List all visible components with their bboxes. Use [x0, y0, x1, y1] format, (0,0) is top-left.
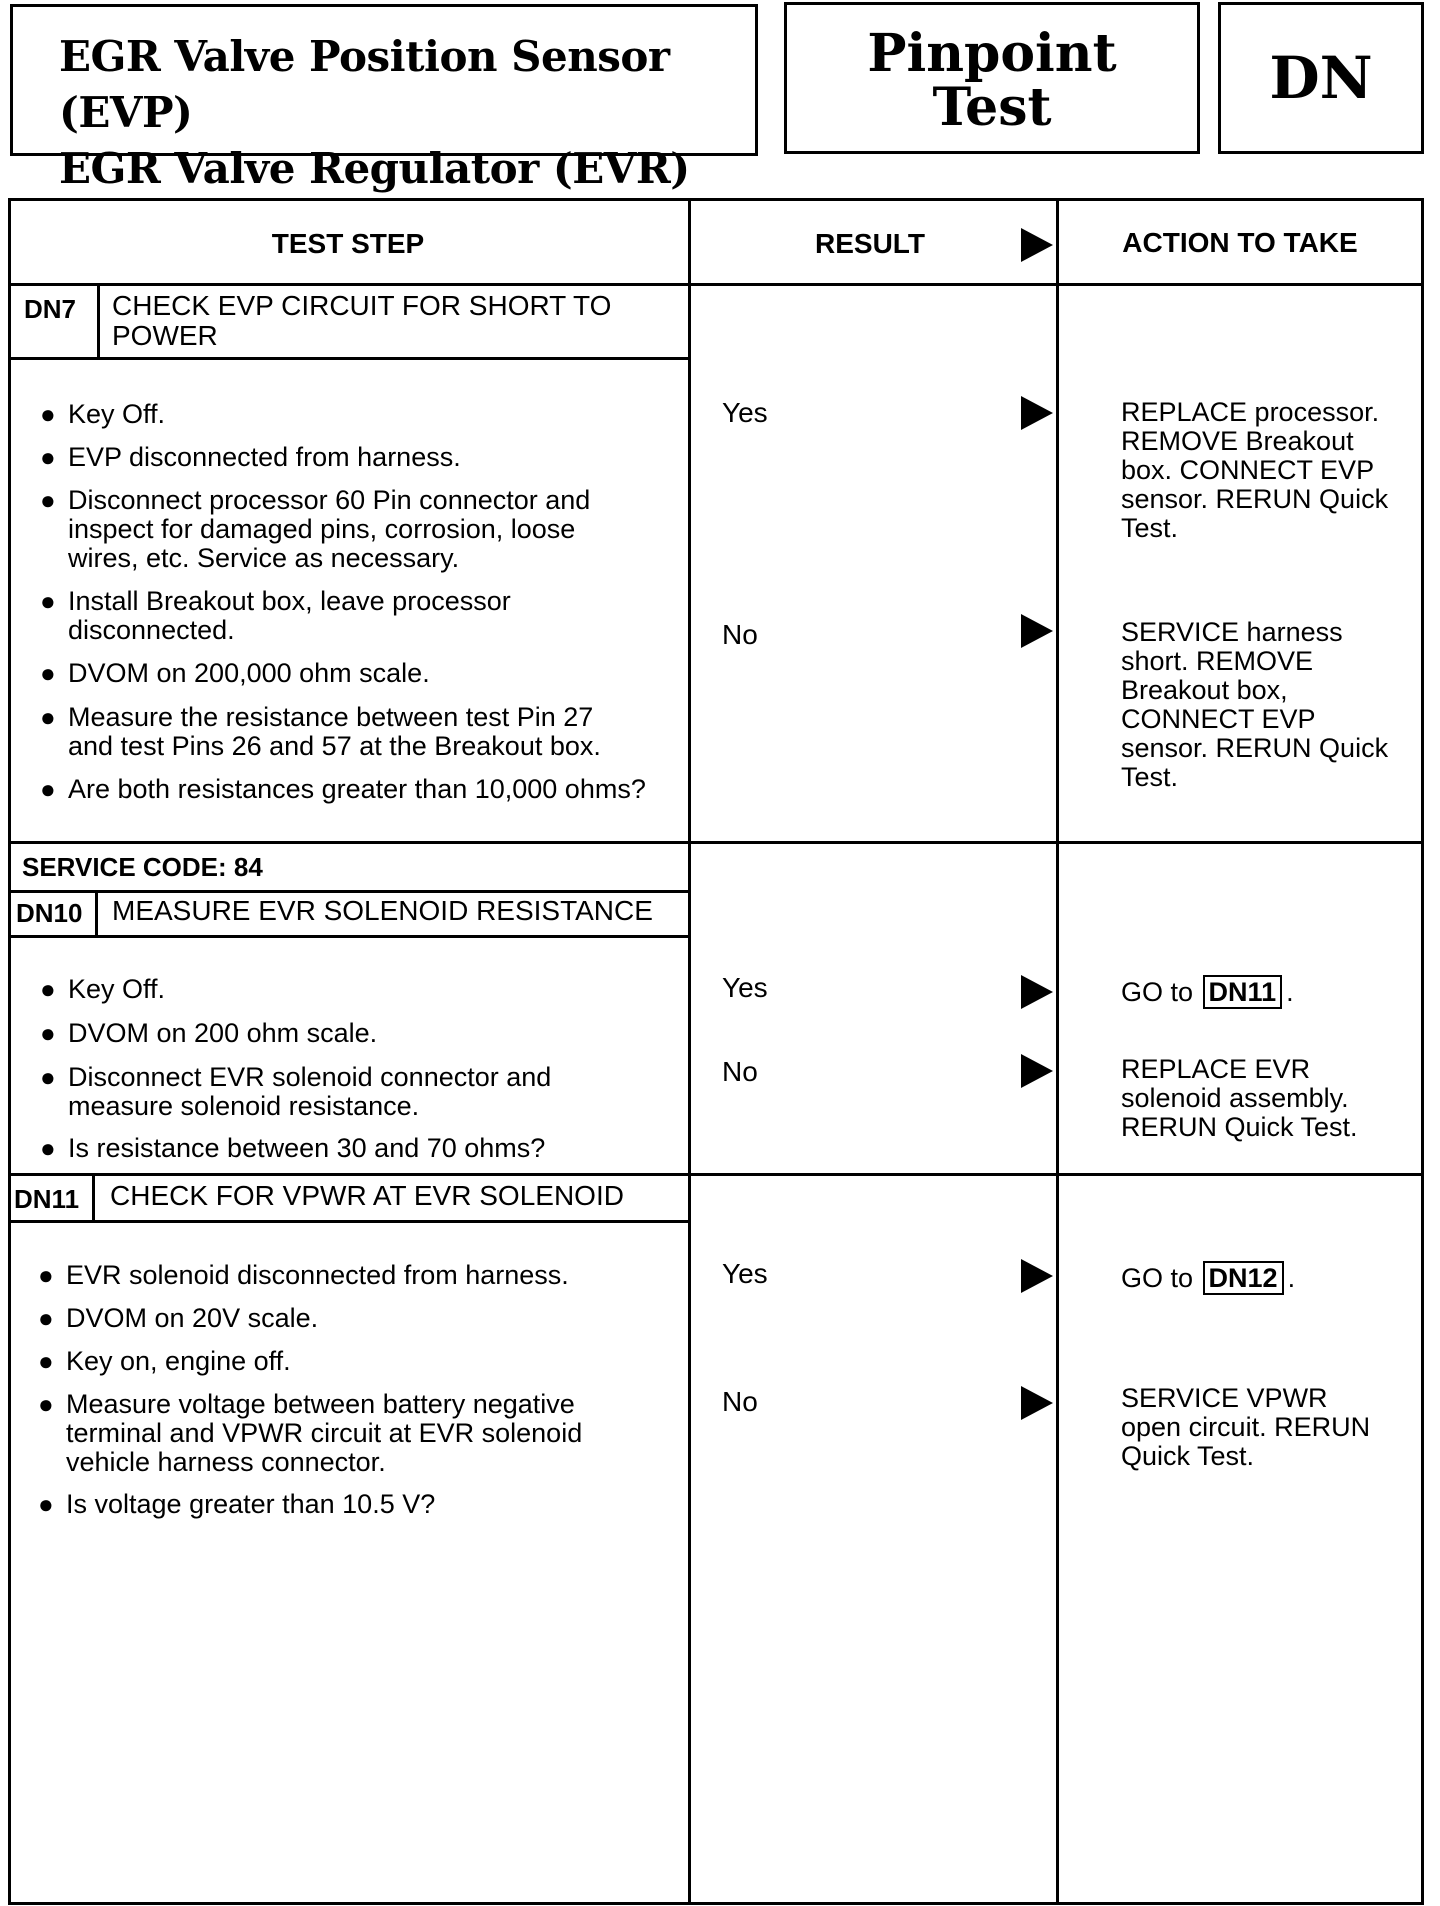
dn10-yes-arrow-icon	[1021, 975, 1053, 1009]
dn7-bullet-5: ● DVOM on 200,000 ohm scale.	[40, 658, 430, 688]
dn10-result-yes: Yes	[722, 972, 768, 1003]
col-header-result: RESULT	[815, 228, 925, 259]
col-header-action: ACTION TO TAKE	[1122, 227, 1358, 258]
column-divider-2	[1056, 198, 1059, 1905]
table-right-border	[1421, 198, 1424, 1905]
dn7-step-id: DN7	[24, 294, 77, 324]
dn11-bullet-4: ● Measure voltage between battery negative terminal and VPWR circuit at EVR solenoid vehicle harness connector.	[38, 1389, 583, 1477]
dn10-action-no: REPLACE EVR solenoid assembly. RERUN Quick Test.	[1121, 1054, 1358, 1142]
result-arrow-icon	[1021, 228, 1053, 262]
dn7-result-no: No	[722, 619, 758, 650]
dn10-bullet-3: ● Disconnect EVR solenoid connector and measure solenoid resistance.	[40, 1062, 552, 1121]
dn11-bullet-3: ● Key on, engine off.	[38, 1346, 291, 1376]
dn11-id-divider	[92, 1173, 95, 1223]
title-line-1: EGR Valve Position Sensor (EVP)	[59, 32, 670, 137]
dn7-bullet-6: ● Measure the resistance between test Pin 27 and test Pins 26 and 57 at the Breakout box.	[40, 702, 601, 761]
table-top-border	[8, 198, 1424, 201]
test-type-line-1: Pinpoint	[867, 23, 1117, 84]
dn11-result-no: No	[722, 1386, 758, 1417]
dn10-bullet-1: ● Key Off.	[40, 974, 166, 1004]
dn7-id-divider	[97, 286, 100, 360]
dn11-step-title: CHECK FOR VPWR AT EVR SOLENOID	[110, 1180, 624, 1211]
dn11-bullet-5: ● Is voltage greater than 10.5 V?	[38, 1489, 436, 1519]
dn7-bullet-1: ● Key Off.	[40, 399, 166, 429]
service-code: SERVICE CODE: 84	[22, 852, 263, 882]
dn10-result-no: No	[722, 1056, 758, 1087]
dn7-step-title: CHECK EVP CIRCUIT FOR SHORT TO POWER	[112, 290, 612, 351]
column-divider-1	[688, 198, 691, 1905]
col-header-test-step: TEST STEP	[271, 228, 425, 259]
dn10-step-id: DN10	[16, 898, 83, 928]
dn11-header-border	[8, 1220, 691, 1223]
dn7-no-arrow-icon	[1021, 614, 1053, 648]
dn7-bullet-7: ● Are both resistances greater than 10,000 ohms?	[40, 774, 646, 804]
dn12-reference[interactable]: DN12	[1203, 1261, 1284, 1295]
dn7-section-border	[8, 841, 1424, 844]
dn7-result-yes: Yes	[722, 397, 768, 428]
dn10-action-yes: GO to DN11 .	[1121, 977, 1294, 1007]
dn7-action-yes: REPLACE processor. REMOVE Breakout box. CONNECT EVP sensor. RERUN Quick Test.	[1121, 397, 1389, 543]
test-type-line-2: Test	[932, 77, 1052, 138]
dn7-header-border	[8, 357, 691, 360]
dn10-top-border	[8, 890, 691, 893]
dn10-header-border	[8, 935, 691, 938]
dn7-yes-arrow-icon	[1021, 396, 1053, 430]
table-bottom-border	[8, 1902, 1424, 1905]
dn11-reference[interactable]: DN11	[1203, 975, 1283, 1009]
dn11-result-yes: Yes	[722, 1258, 768, 1289]
dn10-id-divider	[95, 890, 98, 938]
header-row-border	[8, 283, 1424, 286]
dn11-step-id: DN11	[14, 1184, 80, 1214]
dn7-bullet-3: ● Disconnect processor 60 Pin connector and inspect for damaged pins, corrosion, loose wires, etc. Service as necessary.	[40, 485, 591, 573]
dn10-step-title: MEASURE EVR SOLENOID RESISTANCE	[112, 895, 653, 926]
test-code: DN	[1269, 44, 1373, 112]
dn10-no-arrow-icon	[1021, 1054, 1053, 1088]
dn11-no-arrow-icon	[1021, 1386, 1053, 1420]
dn11-action-yes: GO to DN12 .	[1121, 1263, 1296, 1293]
dn7-action-no: SERVICE harness short. REMOVE Breakout box, CONNECT EVP sensor. RERUN Quick Test.	[1121, 617, 1389, 792]
dn7-bullet-4: ● Install Breakout box, leave processor disconnected.	[40, 586, 511, 645]
dn11-bullet-1: ● EVR solenoid disconnected from harness.	[38, 1260, 569, 1290]
dn10-section-border	[8, 1173, 1424, 1176]
dn11-action-no: SERVICE VPWR open circuit. RERUN Quick Test.	[1121, 1383, 1371, 1471]
dn7-bullet-2: ● EVP disconnected from harness.	[40, 442, 461, 472]
dn10-bullet-2: ● DVOM on 200 ohm scale.	[40, 1018, 378, 1048]
dn11-bullet-2: ● DVOM on 20V scale.	[38, 1303, 319, 1333]
dn11-yes-arrow-icon	[1021, 1259, 1053, 1293]
title-line-2: EGR Valve Regulator (EVR)	[59, 144, 690, 193]
table-left-border	[8, 198, 11, 1905]
dn10-bullet-4: ● Is resistance between 30 and 70 ohms?	[40, 1133, 546, 1163]
